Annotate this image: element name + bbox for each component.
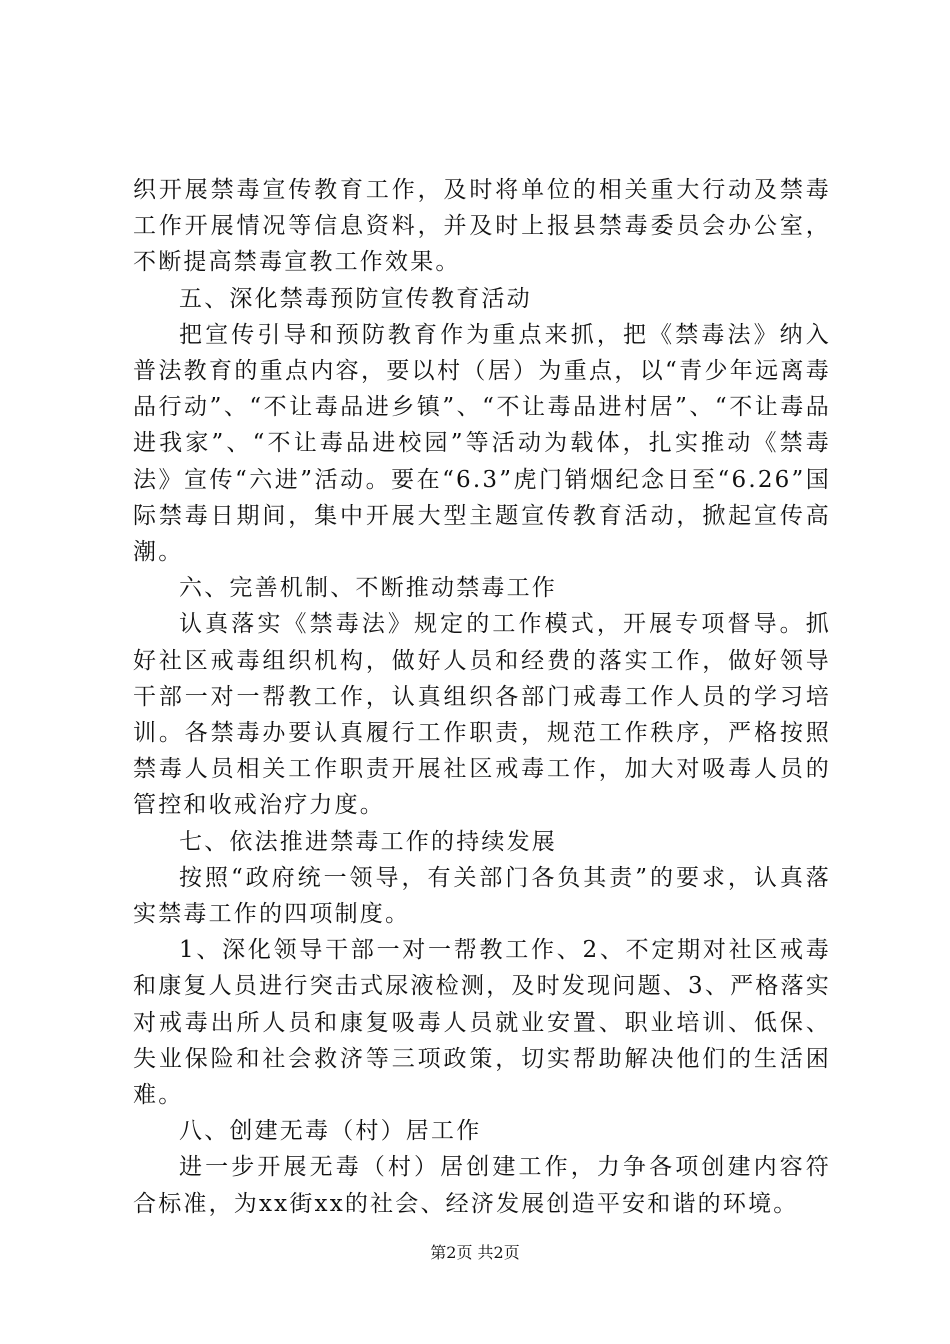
section-heading-7: 七、依法推进禁毒工作的持续发展 (179, 828, 557, 855)
section-heading-5: 五、深化禁毒预防宣传教育活动 (179, 285, 532, 312)
page-number-footer: 第2页 共2页 (430, 1243, 520, 1262)
paragraph-section-7-intro: 按照“政府统一领导，有关部门各负其责”的要求，认真落实禁毒工作的四项制度。 (133, 864, 831, 928)
document-body (133, 172, 831, 1222)
paragraph-section-6: 认真落实《禁毒法》规定的工作模式，开展专项督导。抓好社区戒毒组织机构，做好人员和经费的落实工作，做好领导干部一对一帮教工作，认真组织各部门戒毒工作人员的学习培训。各禁毒办要认真履行工作职责，规范工作秩序，严格按照禁毒人员相关工作职责开展社区戒毒工作，加大对吸毒人员的管控和收戒治疗力度。 (133, 611, 831, 819)
paragraph-section-8: 进一步开展无毒（村）居创建工作，力争各项创建内容符合标准，为xx街xx的社会、经济发展创造平安和谐的环境。 (133, 1154, 831, 1217)
paragraph-continuation: 织开展禁毒宣传教育工作，及时将单位的相关重大行动及禁毒工作开展情况等信息资料，并及时上报县禁毒委员会办公室，不断提高禁毒宣教工作效果。 (133, 177, 831, 276)
section-heading-6: 六、完善机制、不断推动禁毒工作 (179, 575, 557, 602)
section-heading-8: 八、创建无毒（村）居工作 (179, 1118, 482, 1145)
paragraph-section-5: 把宣传引导和预防教育作为重点来抓，把《禁毒法》纳入普法教育的重点内容，要以村（居）为重点，以“青少年远离毒品行动”、“不让毒品进乡镇”、“不让毒品进村居”、“不让毒品进我家”、“不让毒品进校园”等活动为载体，扎实推动《禁毒法》宣传“六进”活动。要在“6.3”虎门销烟纪念日至“6.26”国际禁毒日期间，集中开展大型主题宣传教育活动，掀起宣传高潮。 (133, 321, 831, 566)
paragraph-section-7-list: 1、深化领导干部一对一帮教工作、2、不定期对社区戒毒和康复人员进行突击式尿液检测，及时发现问题、3、严格落实对戒毒出所人员和康复吸毒人员就业安置、职业培训、低保、失业保险和社会救济等三项政策，切实帮助解决他们的生活困难。 (133, 937, 831, 1109)
